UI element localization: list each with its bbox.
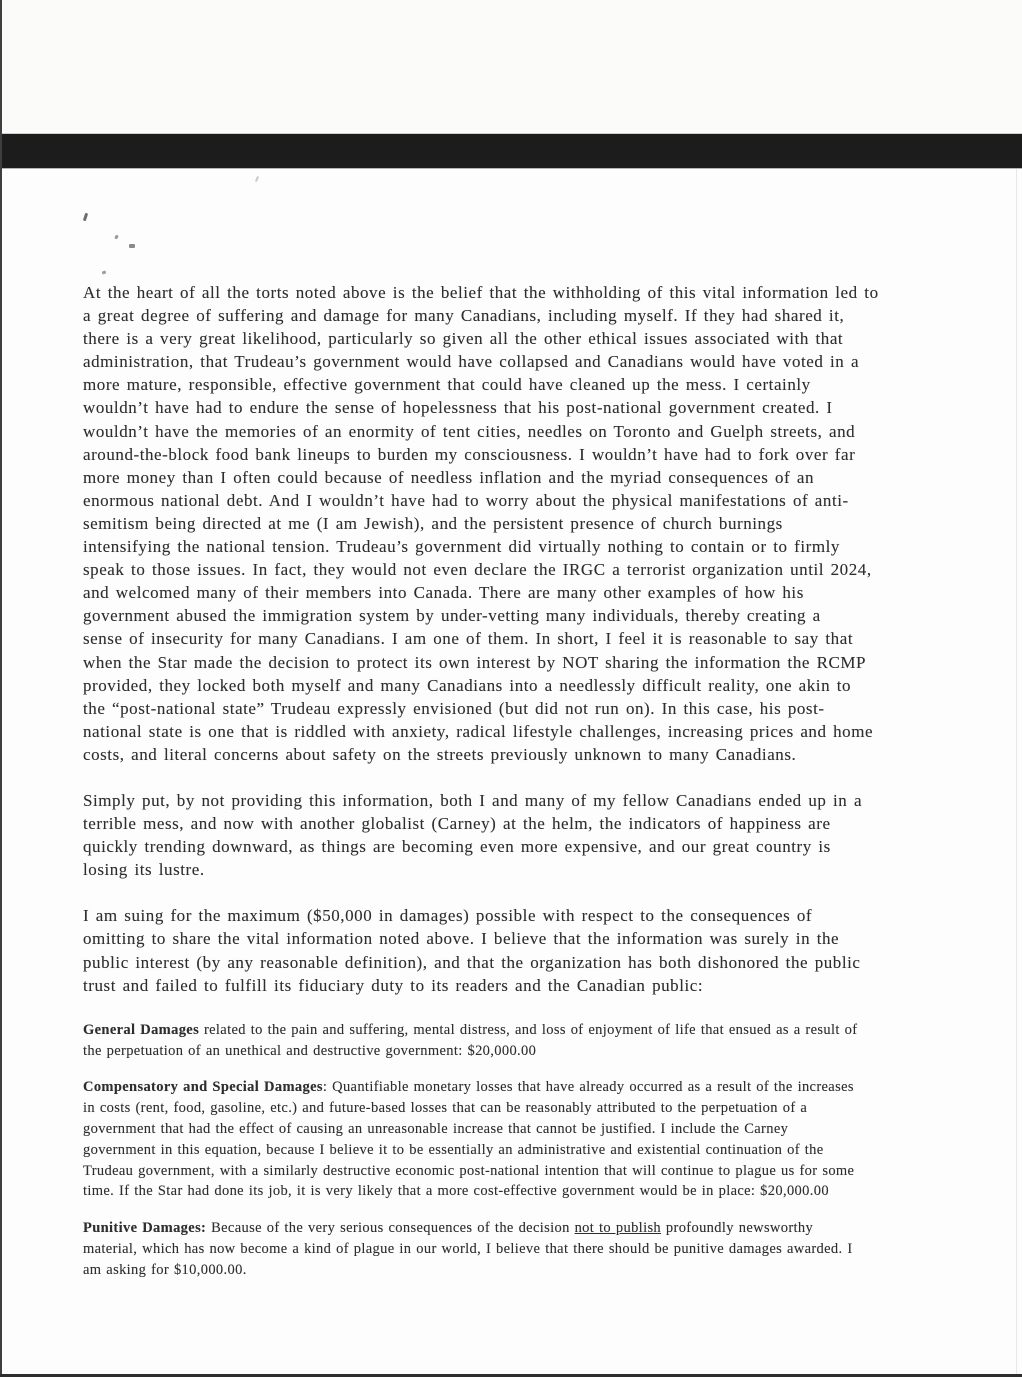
text-line: trust and failed to fulfill its fiduciary duty to its readers and the Canadian public: <box>83 975 704 995</box>
text-line: material, which has now become a kind of plague in our world, I believe that there should be punitive damages awarded. I <box>83 1240 853 1257</box>
text-line: enormous national debt. And I wouldn’t have had to worry about the physical manifestations of anti- <box>83 490 849 510</box>
text-line: government abused the immigration system by under-vetting many individuals, thereby creating a <box>83 606 821 626</box>
underlined-text: not to publish <box>574 1220 662 1237</box>
text-line: costs, and literal concerns about safety on the streets previously unknown to many Canadians. <box>83 744 797 764</box>
text-line: quickly trending downward, as things are becoming even more expensive, and our great country is <box>83 837 831 857</box>
paragraph <box>83 904 928 996</box>
scan-speck <box>114 235 119 240</box>
text-line: At the heart of all the torts noted above is the belief that the withholding of this vital information led to <box>83 283 879 302</box>
text-line: and welcomed many of their members into Canada. There are many other examples of how his <box>83 583 804 603</box>
text-line: losing its lustre. <box>83 860 205 880</box>
text-segment: related to the pain and suffering, mental distress, and loss of enjoyment of life that ensued as a result of <box>199 1021 858 1038</box>
text-line: government that had the effect of causing an unreasonable increase that cannot be justified. I include the Carney <box>83 1120 789 1137</box>
text-segment: Because of the very serious consequences of the decision <box>206 1220 575 1237</box>
text-line: national state is one that is riddled with anxiety, radical lifestyle challenges, increasing prices and home <box>83 721 874 741</box>
scan-left-edge-line <box>0 0 2 1377</box>
text-line: a great degree of suffering and damage for many Canadians, including myself. If they had shared it, <box>83 306 845 326</box>
text-line: provided, they locked both myself and many Canadians into a needlessly difficult reality, one akin to <box>83 675 852 695</box>
text-line: in costs (rent, food, gasoline, etc.) and future-based losses that can be reasonably attributed to the perpetuation of a <box>83 1100 808 1117</box>
scan-top-margin <box>0 0 1022 133</box>
paragraph <box>83 1077 928 1202</box>
redaction-bar <box>0 133 1022 169</box>
text-line: omitting to share the vital information noted above. I believe that the information was surely in the <box>83 929 840 949</box>
text-line: semitism being directed at me (I am Jewish), and the persistent presence of church burnings <box>83 513 783 533</box>
text-line: speak to those issues. In fact, they would not even declare the IRGC a terrorist organization until 2024, <box>83 560 872 580</box>
bold-text: Compensatory and Special Damages <box>83 1079 323 1096</box>
text-line: public interest (by any reasonable definition), and that the organization has both dishonored the public <box>83 952 861 972</box>
text-line: the “post-national state” Trudeau expressly envisioned (but did not run on). In this case, his post- <box>83 698 825 718</box>
text-line: administration, that Trudeau’s government would have collapsed and Canadians would have voted in a <box>83 352 860 372</box>
text-line: I am suing for the maximum ($50,000 in damages) possible with respect to the consequences of <box>83 906 813 926</box>
scan-speck <box>83 213 88 222</box>
text-segment: : Quantifiable monetary losses that have already occurred as a result of the increases <box>322 1079 854 1096</box>
text-line: the perpetuation of an unethical and destructive government: $20,000.00 <box>83 1042 537 1059</box>
paragraph <box>83 281 928 766</box>
text-line: terrible mess, and now with another globalist (Carney) at the helm, the indicators of happiness are <box>83 814 831 834</box>
text-line <box>83 1077 928 1098</box>
bold-text: General Damages <box>83 1021 200 1038</box>
bold-text: Punitive Damages: <box>83 1220 207 1237</box>
text-line: wouldn’t have the memories of an enormity of tent cities, needles on Toronto and Guelph streets, and <box>83 421 856 441</box>
text-line: Simply put, by not providing this information, both I and many of my fellow Canadians ended up in a <box>83 790 863 810</box>
scan-speck <box>255 176 259 182</box>
paragraph <box>83 789 928 881</box>
text-line: more money than I often could because of needless inflation and the myriad consequences of an <box>83 467 815 487</box>
text-line: wouldn’t have had to endure the sense of hopelessness that his post-national government created. I <box>83 398 833 418</box>
text-line: Trudeau government, with a similarly destructive economic post-national intention that will continue to plague us for some <box>83 1162 855 1179</box>
text-line: am asking for $10,000.00. <box>83 1261 247 1278</box>
text-line: government in this equation, because I believe it to be essentially an administrative and existential continuation of the <box>83 1141 824 1158</box>
text-segment: profoundly newsworthy <box>661 1220 814 1237</box>
document-body <box>83 281 928 1296</box>
text-line <box>83 1020 928 1041</box>
scan-speck <box>102 270 107 274</box>
text-line <box>83 1218 928 1239</box>
text-line: more mature, responsible, effective government that could have cleaned up the mess. I certainly <box>83 375 811 395</box>
paragraph <box>83 1218 928 1280</box>
text-line: intensifying the national tension. Trudeau’s government did virtually nothing to contain or to firmly <box>83 537 840 557</box>
text-line: sense of insecurity for many Canadians. I am one of them. In short, I feel it is reasonable to say that <box>83 629 854 649</box>
text-line: there is a very great likelihood, particularly so given all the other ethical issues associated with that <box>83 329 844 349</box>
scan-right-edge-line <box>1016 169 1017 1377</box>
text-line: around-the-block food bank lineups to burden my consciousness. I wouldn’t have had to fork over far <box>83 444 856 464</box>
paragraph <box>83 1020 928 1062</box>
text-line: when the Star made the decision to protect its own interest by NOT sharing the information the RCMP <box>83 652 867 672</box>
scan-speck <box>129 244 135 248</box>
text-line: time. If the Star had done its job, it is very likely that a more cost-effective government would be in place: $20,000.00 <box>83 1183 829 1200</box>
